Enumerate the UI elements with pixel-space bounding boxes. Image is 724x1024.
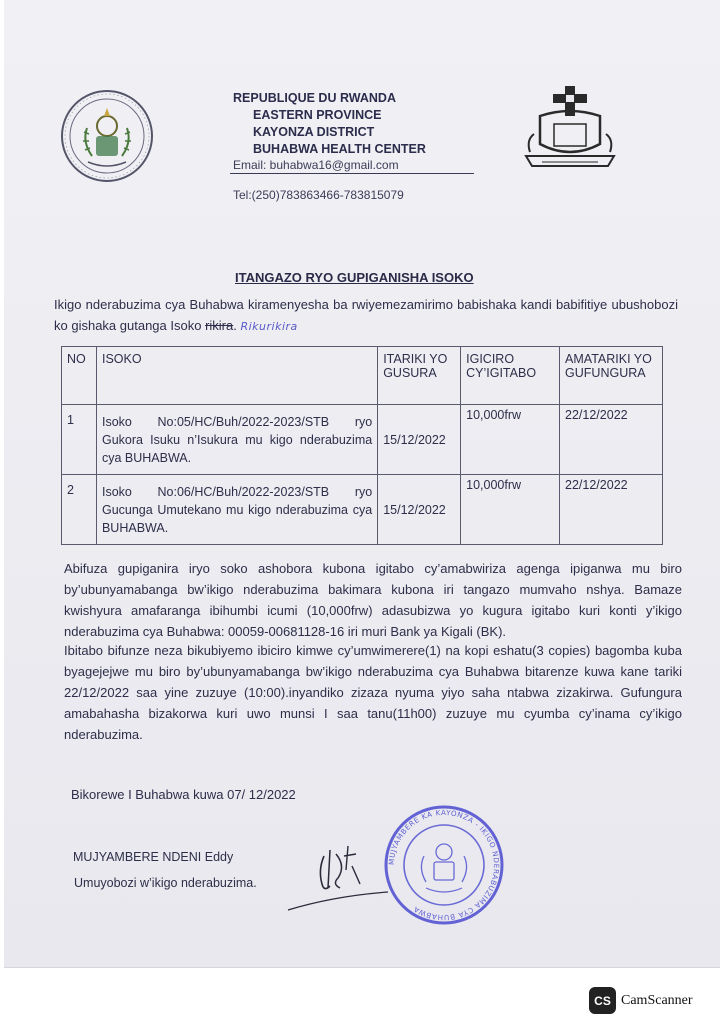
opening-date: 22/12/2022 xyxy=(560,405,663,475)
official-stamp xyxy=(380,804,508,926)
handwritten-signature xyxy=(284,826,394,916)
tender-description: Isoko No:06/HC/Buh/2022-2023/STB ryo Gucunga Umutekano mu kigo nderabuzima cya BUHABWA. xyxy=(96,475,377,545)
rwanda-coat-of-arms-seal xyxy=(58,86,156,190)
header-telephone: Tel:(250)783863466-783815079 xyxy=(233,188,404,202)
header-province: EASTERN PROVINCE xyxy=(253,108,382,122)
camscanner-logo-icon: CS xyxy=(589,987,616,1014)
col-header-price: IGICIRO CY’IGITABO xyxy=(461,347,560,405)
struck-word: rikira xyxy=(205,318,234,333)
signer-title: Umuyobozi w’ikigo nderabuzima. xyxy=(74,876,257,890)
opening-date: 22/12/2022 xyxy=(560,475,663,545)
table-header-row xyxy=(62,347,663,405)
document-price: 10,000frw xyxy=(461,405,560,475)
header-health-center: BUHABWA HEALTH CENTER xyxy=(253,142,426,156)
header-email: Email: buhabwa16@gmail.com xyxy=(233,158,399,172)
district-emblem-crest xyxy=(520,82,620,178)
header-divider xyxy=(230,173,474,174)
col-header-isoko: ISOKO xyxy=(96,347,377,405)
row-number: 1 xyxy=(62,405,97,475)
col-header-opening-date: AMATARIKI YO GUFUNGURA xyxy=(560,347,663,405)
tender-table xyxy=(61,346,663,545)
intro-text-end: . xyxy=(233,318,241,333)
intro-paragraph xyxy=(54,294,678,337)
header-country: REPUBLIQUE DU RWANDA xyxy=(233,91,396,105)
document-title: ITANGAZO RYO GUPIGANISHA ISOKO xyxy=(235,270,474,285)
row-number: 2 xyxy=(62,475,97,545)
signature-date-line: Bikorewe I Buhabwa kuwa 07/ 12/2022 xyxy=(71,787,296,802)
tender-description: Isoko No:05/HC/Buh/2022-2023/STB ryo Gukora Isuku n’Isukura mu kigo nderabuzima cya BUHABWA. xyxy=(96,405,377,475)
visit-date: 15/12/2022 xyxy=(378,405,461,475)
handwritten-correction: Rikurikira xyxy=(240,320,298,333)
camscanner-label: CamScanner xyxy=(621,992,693,1008)
table-row xyxy=(62,405,663,475)
col-header-visit-date: ITARIKI YO GUSURA xyxy=(378,347,461,405)
stamp-ring-text: MUJYAMBERE KA KAYONZA - IKIGO NDERABUZIMA CYA BUHABWA xyxy=(386,807,502,923)
document-price: 10,000frw xyxy=(461,475,560,545)
intro-text: Ikigo nderabuzima cya Buhabwa kiramenyesha ba rwiyemezamirimo babishaka kandi babifitiye ubushobozi ko gishaka gutanga Isoko xyxy=(54,297,678,333)
visit-date: 15/12/2022 xyxy=(378,475,461,545)
signer-name: MUJYAMBERE NDENI Eddy xyxy=(73,850,234,864)
body-paragraph-submission: Ibitabo bifunze neza bikubiyemo ibiciro kimwe cy’umwimerere(1) na kopi eshatu(3 copies) bagomba kuba byagejejwe mu biro by’ubunyamabanga bw’ikigo nderabuzima cya Buhabwa bitarenze kuwa kane tariki 22/12/2022 saa yine zuzuye (10:00).inyandiko zizaza nyuma yiyo saha ntabwa zizakirwa. Gufungura amabahasha bizakorwa kuri uwo munsi I saa tanu(11h00) zuzuye mu cyumba cy’inama cy’ikigo nderabuzima. xyxy=(64,643,682,742)
header-district: KAYONZA DISTRICT xyxy=(253,125,375,139)
scanned-document-page xyxy=(4,0,720,968)
col-header-no: NO xyxy=(62,347,97,405)
body-paragraph-purchase: Abifuza gupiganira iryo soko ashobora kubona igitabo cy’amabwiriza agenga ipiganwa mu biro by’ubunyamabanga bw’ikigo nderabuzima bakimara kubona iri tangazo mumvaho nshya. Bamaze kwishyura amafaranga ibihumbi icumi (10,000frw) adasubizwa yo kugura igitabo kuri konti y’ikigo nderabuzima cya Buhabwa: 00059-00681128-16 iri muri Bank ya Kigali (BK). xyxy=(64,561,682,639)
camscanner-watermark xyxy=(589,987,693,1014)
table-row xyxy=(62,475,663,545)
institution-header xyxy=(233,90,426,158)
